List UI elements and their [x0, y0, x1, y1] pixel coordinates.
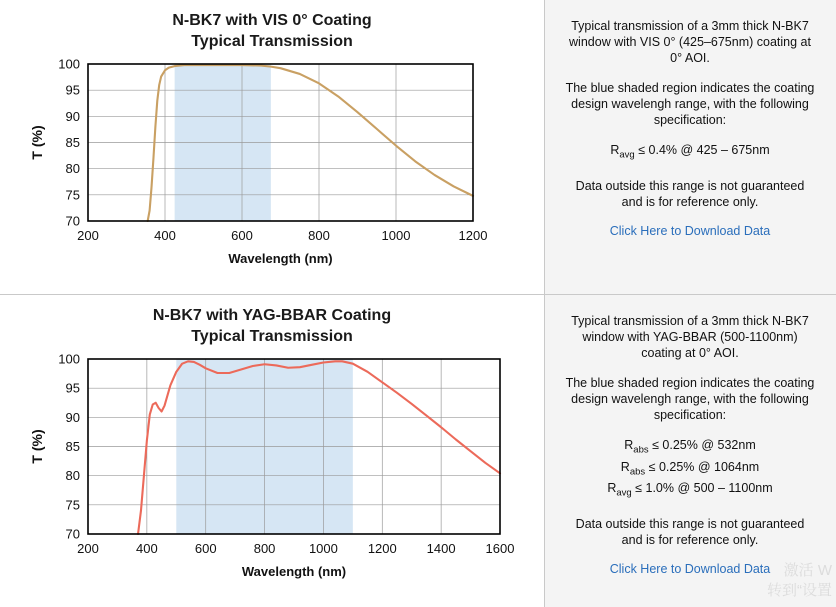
plot-svg-yag	[0, 347, 544, 595]
description-vis: Typical transmission of a 3mm thick N-BK7 window with VIS 0° (425–675nm) coating at 0° AOI.	[569, 19, 811, 65]
svg-text:Wavelength (nm): Wavelength (nm)	[241, 564, 347, 579]
chart-title-vis	[0, 0, 544, 52]
svg-text:80: 80	[65, 468, 80, 484]
description-yag: Typical transmission of a 3mm thick N-BK7 window with YAG-BBAR (500-1100nm) coating at 0° AOI.	[571, 314, 809, 360]
watermark-line1: 激活 W	[783, 562, 832, 579]
svg-text:800: 800	[308, 228, 330, 243]
disclaimer-vis: Data outside this range is not guaranteed and is for reference only.	[575, 178, 805, 209]
chart-title-line1: N-BK7 with YAG-BBAR Coating	[152, 307, 392, 324]
svg-text:800: 800	[253, 541, 276, 556]
chart-title-line2: Typical Transmission	[191, 328, 353, 345]
svg-text:1400: 1400	[426, 541, 456, 556]
svg-text:1200: 1200	[458, 228, 488, 243]
chart-title-yag	[0, 295, 544, 347]
chart-title-line2: Typical Transmission	[191, 33, 353, 50]
svg-text:400: 400	[136, 541, 158, 556]
svg-text:100: 100	[58, 56, 80, 72]
panel-yag-bbar-coating	[0, 295, 836, 607]
svg-text:600: 600	[231, 228, 253, 243]
svg-text:200: 200	[77, 541, 99, 556]
shade-note-yag: The blue shaded region indicates the coating design wavelengh range, with the following specification:	[565, 376, 815, 422]
svg-text:Wavelength (nm): Wavelength (nm)	[228, 251, 333, 266]
side-panel-vis	[544, 0, 836, 294]
plot-svg-vis	[0, 52, 544, 282]
svg-text:75: 75	[65, 497, 80, 513]
svg-text:600: 600	[194, 541, 217, 556]
plot-vis	[0, 52, 544, 287]
watermark-line2: 转到“设置	[767, 582, 832, 599]
panel-divider-vertical-top	[544, 0, 545, 294]
svg-text:1000: 1000	[308, 541, 338, 556]
shade-note-vis: The blue shaded region indicates the coating design wavelengh range, with the following specification:	[565, 81, 815, 127]
svg-text:95: 95	[65, 82, 80, 98]
svg-text:100: 100	[58, 351, 80, 367]
svg-text:95: 95	[65, 380, 80, 396]
svg-text:85: 85	[65, 439, 80, 454]
spec-list-vis: $R_{avg} \le 0.4\%$ @ 425 – 675nm	[610, 143, 770, 161]
panel-divider-horizontal	[0, 294, 836, 295]
panel-vis-coating	[0, 0, 836, 294]
panel-divider-vertical-bottom	[544, 295, 545, 607]
chart-title-line1: N-BK7 with VIS 0° Coating	[172, 12, 372, 29]
disclaimer-yag: Data outside this range is not guaranteed and is for reference only.	[575, 516, 805, 547]
svg-text:400: 400	[154, 228, 176, 243]
svg-text:70: 70	[65, 526, 80, 542]
svg-text:1600: 1600	[485, 541, 515, 556]
download-data-link-vis[interactable]: Click Here to Download Data	[609, 223, 771, 238]
plot-yag	[0, 347, 544, 600]
svg-text:1000: 1000	[381, 228, 411, 243]
svg-text:90: 90	[65, 409, 80, 425]
svg-text:80: 80	[65, 161, 80, 177]
svg-text:75: 75	[65, 187, 80, 203]
chart-cell-yag	[0, 295, 544, 607]
chart-cell-vis	[0, 0, 544, 294]
svg-text:T (%): T (%)	[29, 429, 45, 464]
svg-text:70: 70	[65, 213, 80, 229]
side-panel-yag	[544, 295, 836, 607]
download-data-link-yag[interactable]: Click Here to Download Data	[609, 561, 771, 576]
spec-list-yag: $R_{abs} \le 0.25\%$ @ 532nm $R_{abs} \le 0.25\%$ @ 1064nm $R_{avg} \le 1.0\%$ @ 500 – 1100nm	[607, 438, 773, 499]
svg-text:200: 200	[77, 228, 99, 243]
svg-text:85: 85	[65, 135, 80, 150]
svg-text:T (%): T (%)	[29, 125, 45, 160]
svg-text:1200: 1200	[367, 541, 397, 556]
svg-text:90: 90	[65, 108, 80, 124]
